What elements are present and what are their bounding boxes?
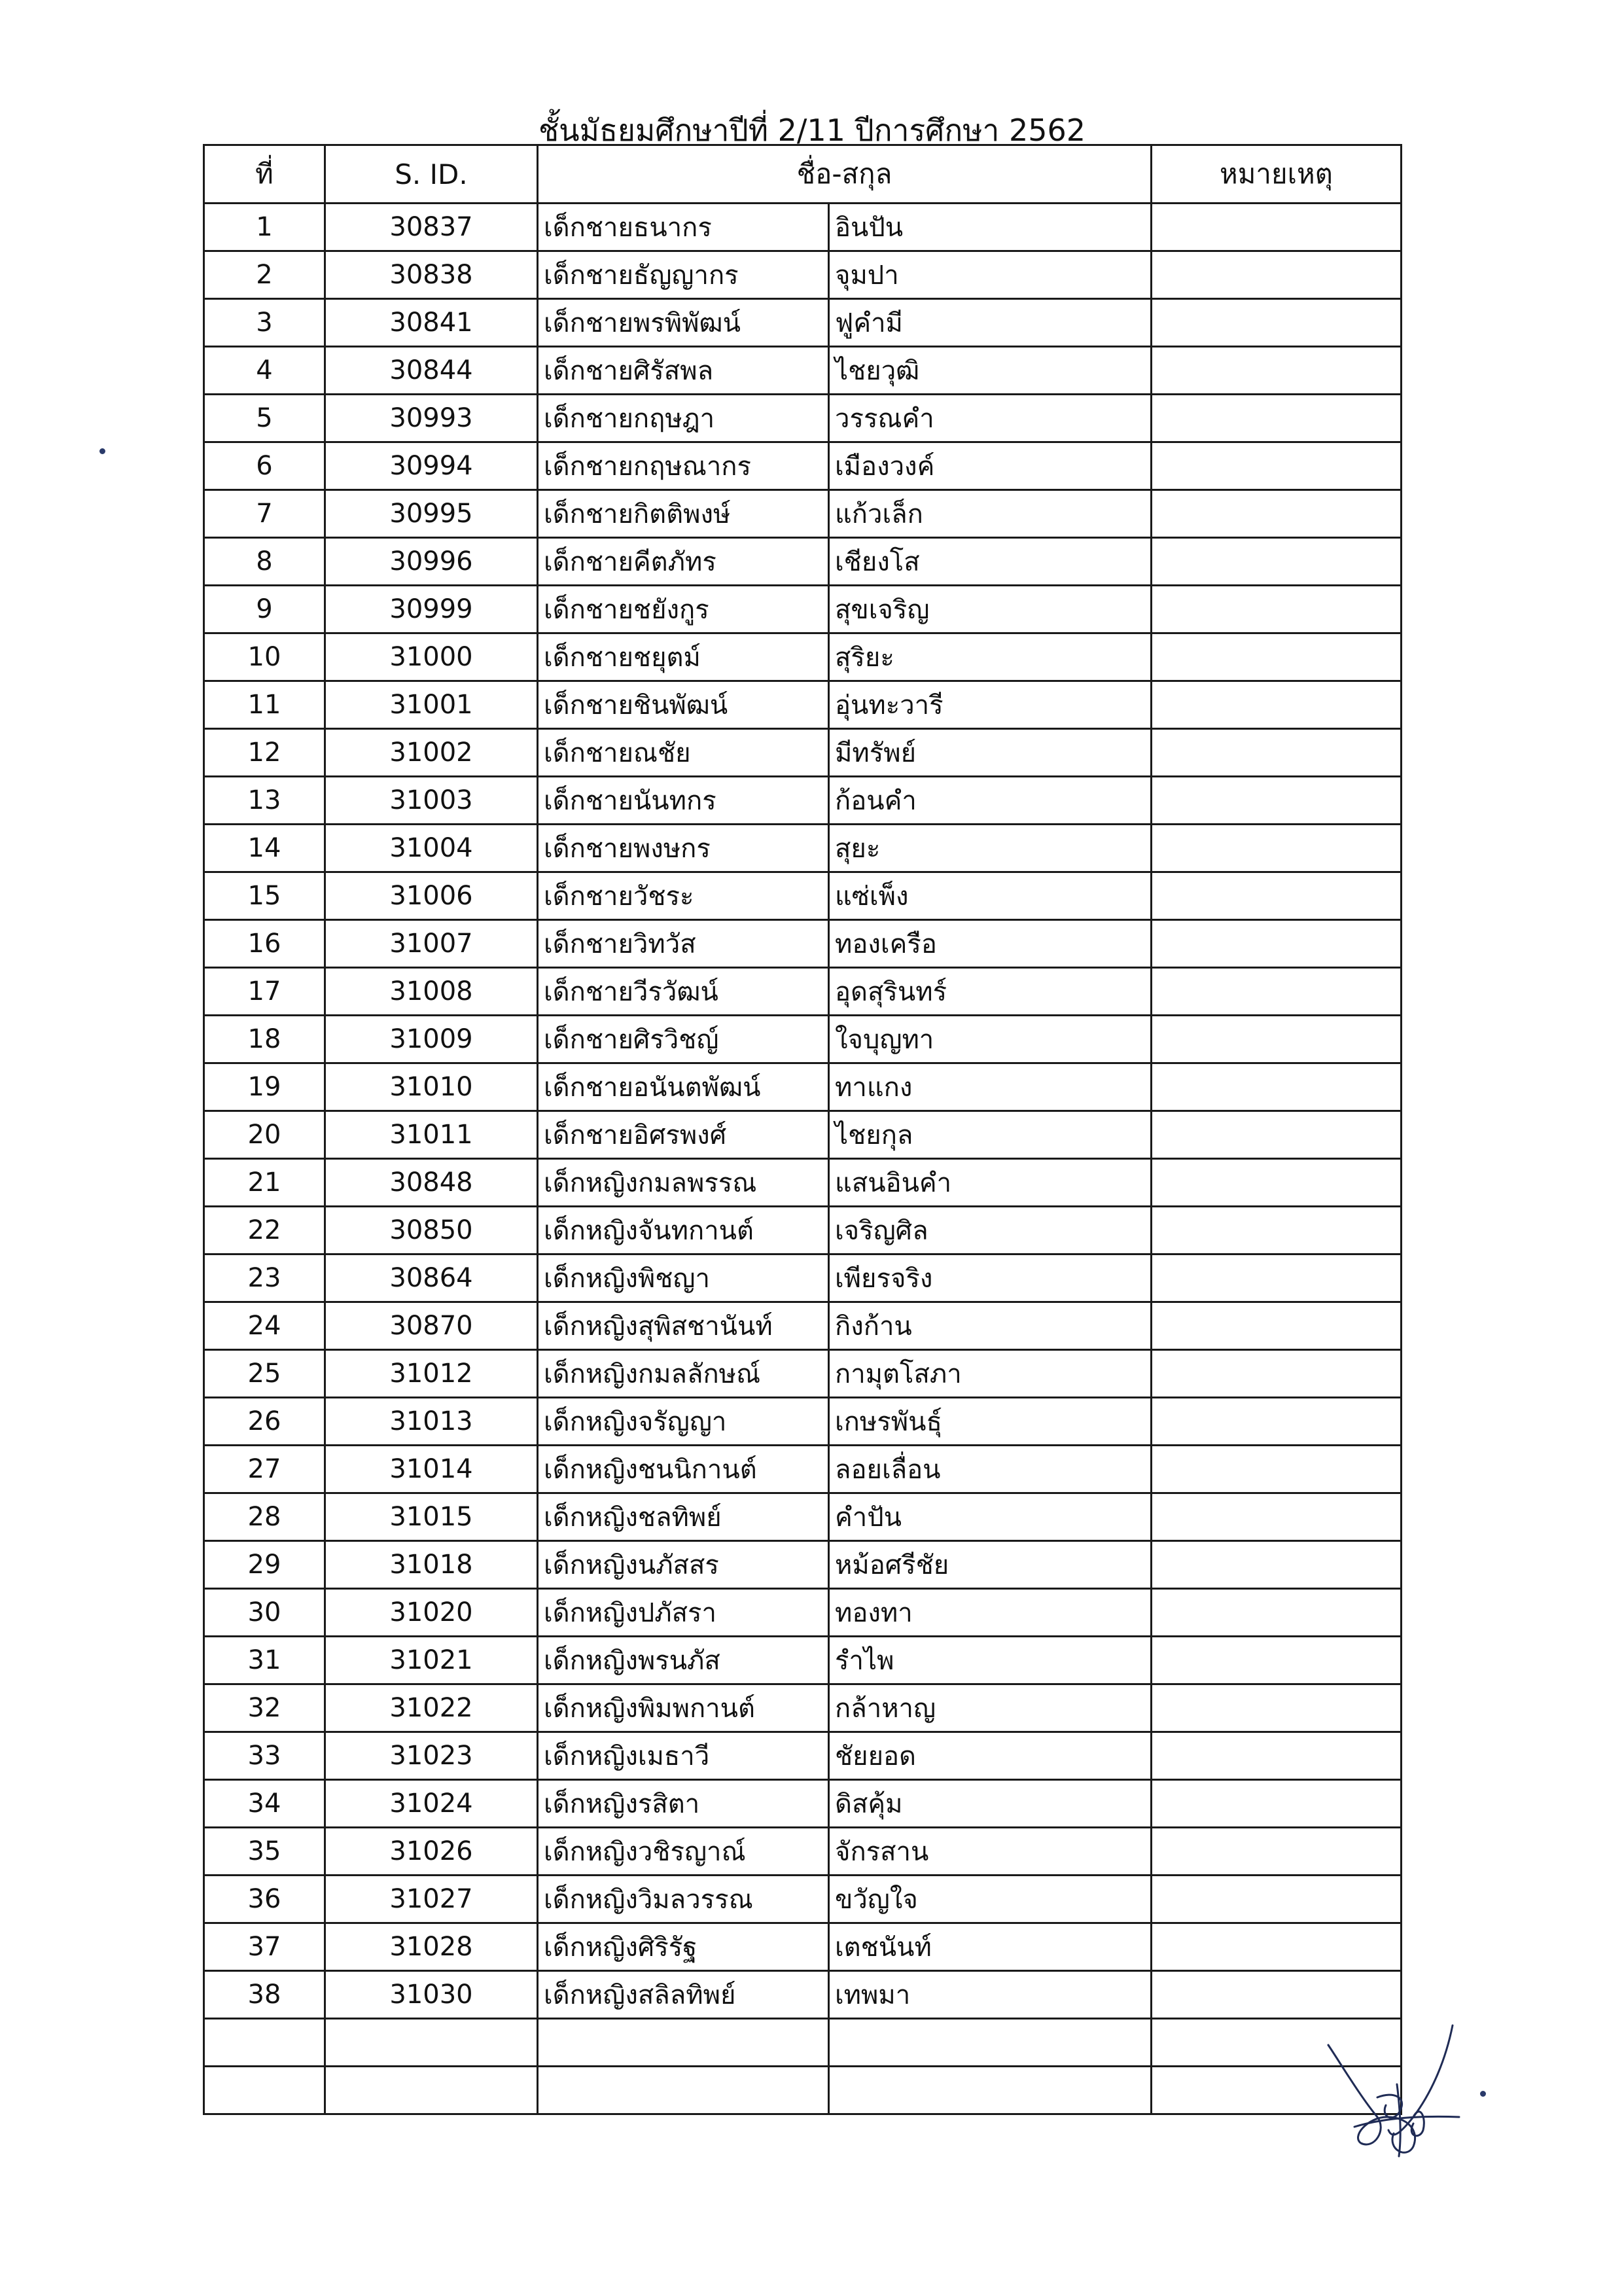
student-first-name: เด็กชายอนันตพัฒน์ — [538, 1063, 829, 1111]
student-roster-table — [203, 144, 1402, 2115]
student-id: 31027 — [325, 1876, 538, 1923]
table-row — [204, 299, 1402, 347]
table-row — [204, 681, 1402, 729]
row-number: 6 — [204, 442, 325, 490]
student-last-name: เกษรพันธุ์ — [829, 1398, 1152, 1446]
table-row — [204, 251, 1402, 299]
row-number: 12 — [204, 729, 325, 777]
remark-cell — [1152, 1637, 1402, 1684]
remark-cell — [1152, 920, 1402, 968]
table-row — [204, 1876, 1402, 1923]
student-id: 31014 — [325, 1446, 538, 1493]
remark-cell — [1152, 1159, 1402, 1207]
student-last-name: ชัยยอด — [829, 1732, 1152, 1780]
student-last-name: ไชยกุล — [829, 1111, 1152, 1159]
student-last-name: ก้อนคำ — [829, 777, 1152, 825]
student-first-name: เด็กชายธัญญากร — [538, 251, 829, 299]
row-number: 32 — [204, 1684, 325, 1732]
remark-cell — [1152, 1684, 1402, 1732]
student-id: 30864 — [325, 1254, 538, 1302]
student-last-name: ลอยเลื่อน — [829, 1446, 1152, 1493]
table-row — [204, 1589, 1402, 1637]
student-last-name: กามุตโสภา — [829, 1350, 1152, 1398]
row-number: 1 — [204, 204, 325, 251]
student-first-name: เด็กชายคีตภัทร — [538, 538, 829, 586]
student-id: 31021 — [325, 1637, 538, 1684]
table-row — [204, 1207, 1402, 1254]
remark-cell — [1152, 729, 1402, 777]
table-row — [204, 1541, 1402, 1589]
table-row — [204, 1684, 1402, 1732]
student-id: 30844 — [325, 347, 538, 395]
student-first-name: เด็กชายธนากร — [538, 204, 829, 251]
student-id: 30848 — [325, 1159, 538, 1207]
header-full-name: ชื่อ-สกุล — [538, 145, 1152, 204]
row-number: 34 — [204, 1780, 325, 1828]
remark-cell — [1152, 1016, 1402, 1063]
student-first-name: เด็กชายพรพิพัฒน์ — [538, 299, 829, 347]
student-first-name: เด็กชายศิรัสพล — [538, 347, 829, 395]
row-number: 36 — [204, 1876, 325, 1923]
student-first-name: เด็กชายชยุตม์ — [538, 633, 829, 681]
remark-cell — [1152, 1254, 1402, 1302]
student-last-name: สุยะ — [829, 825, 1152, 872]
row-number: 25 — [204, 1350, 325, 1398]
remark-cell — [1152, 1541, 1402, 1589]
remark-cell — [1152, 204, 1402, 251]
student-first-name: เด็กหญิงวิมลวรรณ — [538, 1876, 829, 1923]
student-last-name: สุขเจริญ — [829, 586, 1152, 633]
remark-cell — [1152, 681, 1402, 729]
student-id: 31018 — [325, 1541, 538, 1589]
remark-cell — [1152, 633, 1402, 681]
student-last-name: เชียงโส — [829, 538, 1152, 586]
row-number: 30 — [204, 1589, 325, 1637]
student-first-name: เด็กหญิงพรนภัส — [538, 1637, 829, 1684]
table-body — [204, 204, 1402, 2114]
table-row — [204, 872, 1402, 920]
row-number: 4 — [204, 347, 325, 395]
row-number: 26 — [204, 1398, 325, 1446]
student-last-name: ทาแกง — [829, 1063, 1152, 1111]
table-row — [204, 1302, 1402, 1350]
student-first-name: เด็กหญิงสลิลทิพย์ — [538, 1971, 829, 2019]
row-number: 24 — [204, 1302, 325, 1350]
row-number: 22 — [204, 1207, 325, 1254]
remark-cell — [1152, 1876, 1402, 1923]
remark-cell — [1152, 1971, 1402, 2019]
student-last-name: แสนอินคำ — [829, 1159, 1152, 1207]
student-last-name: อุ่นทะวารี — [829, 681, 1152, 729]
remark-cell — [1152, 1493, 1402, 1541]
student-last-name: แซ่เพ็ง — [829, 872, 1152, 920]
student-first-name: เด็กชายณชัย — [538, 729, 829, 777]
student-id: 31001 — [325, 681, 538, 729]
remark-cell — [1152, 1923, 1402, 1971]
row-number: 19 — [204, 1063, 325, 1111]
student-first-name: เด็กหญิงรสิตา — [538, 1780, 829, 1828]
row-number: 11 — [204, 681, 325, 729]
student-id: 31011 — [325, 1111, 538, 1159]
student-id: 31004 — [325, 825, 538, 872]
row-number: 13 — [204, 777, 325, 825]
row-number: 38 — [204, 1971, 325, 2019]
student-first-name: เด็กชายศิรวิชญ์ — [538, 1016, 829, 1063]
student-last-name: เมืองวงค์ — [829, 442, 1152, 490]
student-id: 30850 — [325, 1207, 538, 1254]
student-first-name — [538, 2067, 829, 2114]
table-row — [204, 1780, 1402, 1828]
student-first-name: เด็กหญิงพิมพกานต์ — [538, 1684, 829, 1732]
student-id: 31000 — [325, 633, 538, 681]
remark-cell — [1152, 586, 1402, 633]
student-first-name: เด็กชายกิตติพงษ์ — [538, 490, 829, 538]
student-last-name: เตชนันท์ — [829, 1923, 1152, 1971]
student-id: 31024 — [325, 1780, 538, 1828]
row-number: 29 — [204, 1541, 325, 1589]
student-id: 30837 — [325, 204, 538, 251]
table-row — [204, 1063, 1402, 1111]
student-id — [325, 2067, 538, 2114]
student-last-name — [829, 2019, 1152, 2067]
student-last-name: วรรณคำ — [829, 395, 1152, 442]
student-first-name: เด็กชายกฤษฎา — [538, 395, 829, 442]
student-id: 30993 — [325, 395, 538, 442]
table-row — [204, 1493, 1402, 1541]
table-row — [204, 442, 1402, 490]
student-last-name: อินปัน — [829, 204, 1152, 251]
student-id: 31030 — [325, 1971, 538, 2019]
remark-cell — [1152, 1207, 1402, 1254]
student-first-name — [538, 2019, 829, 2067]
student-id: 31002 — [325, 729, 538, 777]
student-last-name: ดิสคุ้ม — [829, 1780, 1152, 1828]
row-number — [204, 2067, 325, 2114]
remark-cell — [1152, 968, 1402, 1016]
row-number: 31 — [204, 1637, 325, 1684]
row-number: 10 — [204, 633, 325, 681]
table-row — [204, 633, 1402, 681]
table-row — [204, 538, 1402, 586]
row-number: 18 — [204, 1016, 325, 1063]
student-first-name: เด็กหญิงชลทิพย์ — [538, 1493, 829, 1541]
student-first-name: เด็กหญิงพิชญา — [538, 1254, 829, 1302]
row-number: 21 — [204, 1159, 325, 1207]
student-id: 31020 — [325, 1589, 538, 1637]
remark-cell — [1152, 1446, 1402, 1493]
table-row — [204, 1111, 1402, 1159]
student-id: 30838 — [325, 251, 538, 299]
student-first-name: เด็กหญิงจันทกานต์ — [538, 1207, 829, 1254]
table-row — [204, 777, 1402, 825]
row-number: 3 — [204, 299, 325, 347]
row-number: 2 — [204, 251, 325, 299]
student-first-name: เด็กชายวัชระ — [538, 872, 829, 920]
table-row — [204, 1971, 1402, 2019]
student-id: 31010 — [325, 1063, 538, 1111]
remark-cell — [1152, 347, 1402, 395]
table-row — [204, 204, 1402, 251]
table-row — [204, 1446, 1402, 1493]
student-last-name: จุมปา — [829, 251, 1152, 299]
table-row — [204, 1828, 1402, 1876]
remark-cell — [1152, 538, 1402, 586]
student-last-name: ขวัญใจ — [829, 1876, 1152, 1923]
student-first-name: เด็กชายชินพัฒน์ — [538, 681, 829, 729]
table-row — [204, 2019, 1402, 2067]
student-id — [325, 2019, 538, 2067]
student-last-name: แก้วเล็ก — [829, 490, 1152, 538]
table-row — [204, 1637, 1402, 1684]
student-id: 31012 — [325, 1350, 538, 1398]
student-first-name: เด็กชายพงษกร — [538, 825, 829, 872]
row-number: 17 — [204, 968, 325, 1016]
row-number: 35 — [204, 1828, 325, 1876]
remark-cell — [1152, 825, 1402, 872]
header-number: ที่ — [204, 145, 325, 204]
remark-cell — [1152, 1111, 1402, 1159]
remark-cell — [1152, 299, 1402, 347]
table-row — [204, 1732, 1402, 1780]
student-last-name: หม้อศรีชัย — [829, 1541, 1152, 1589]
student-first-name: เด็กหญิงจรัญญา — [538, 1398, 829, 1446]
remark-cell — [1152, 442, 1402, 490]
student-id: 30994 — [325, 442, 538, 490]
signature-icon — [1315, 2019, 1466, 2169]
student-last-name: มีทรัพย์ — [829, 729, 1152, 777]
table-row — [204, 1159, 1402, 1207]
student-last-name: เจริญศิล — [829, 1207, 1152, 1254]
student-id: 31028 — [325, 1923, 538, 1971]
scan-speck — [99, 448, 105, 454]
student-last-name: รำไพ — [829, 1637, 1152, 1684]
student-id: 31026 — [325, 1828, 538, 1876]
header-remark: หมายเหตุ — [1152, 145, 1402, 204]
row-number: 14 — [204, 825, 325, 872]
row-number: 23 — [204, 1254, 325, 1302]
row-number: 8 — [204, 538, 325, 586]
student-id: 30996 — [325, 538, 538, 586]
student-last-name: กล้าหาญ — [829, 1684, 1152, 1732]
remark-cell — [1152, 1732, 1402, 1780]
table-row — [204, 347, 1402, 395]
student-first-name: เด็กชายวิทวัส — [538, 920, 829, 968]
remark-cell — [1152, 1350, 1402, 1398]
student-first-name: เด็กหญิงวชิรญาณ์ — [538, 1828, 829, 1876]
row-number: 15 — [204, 872, 325, 920]
row-number: 37 — [204, 1923, 325, 1971]
student-first-name: เด็กหญิงชนนิกานต์ — [538, 1446, 829, 1493]
table-row — [204, 586, 1402, 633]
student-id: 31015 — [325, 1493, 538, 1541]
remark-cell — [1152, 1063, 1402, 1111]
row-number: 7 — [204, 490, 325, 538]
table-header-row — [204, 145, 1402, 204]
table-row — [204, 490, 1402, 538]
student-last-name: ไชยวุฒิ — [829, 347, 1152, 395]
student-first-name: เด็กหญิงนภัสสร — [538, 1541, 829, 1589]
student-last-name: จักรสาน — [829, 1828, 1152, 1876]
student-last-name: ใจบุญทา — [829, 1016, 1152, 1063]
student-first-name: เด็กชายนันทกร — [538, 777, 829, 825]
remark-cell — [1152, 251, 1402, 299]
row-number: 5 — [204, 395, 325, 442]
student-last-name — [829, 2067, 1152, 2114]
student-last-name: ทองทา — [829, 1589, 1152, 1637]
student-last-name: อุดสุรินทร์ — [829, 968, 1152, 1016]
remark-cell — [1152, 490, 1402, 538]
student-id: 30870 — [325, 1302, 538, 1350]
row-number: 9 — [204, 586, 325, 633]
table-row — [204, 1923, 1402, 1971]
row-number: 33 — [204, 1732, 325, 1780]
student-first-name: เด็กชายกฤษณากร — [538, 442, 829, 490]
remark-cell — [1152, 1589, 1402, 1637]
row-number: 20 — [204, 1111, 325, 1159]
student-last-name: เทพมา — [829, 1971, 1152, 2019]
table-row — [204, 1398, 1402, 1446]
student-first-name: เด็กชายชยังกูร — [538, 586, 829, 633]
student-first-name: เด็กชายอิศรพงศ์ — [538, 1111, 829, 1159]
student-first-name: เด็กหญิงเมธาวี — [538, 1732, 829, 1780]
table-row — [204, 920, 1402, 968]
student-id: 31008 — [325, 968, 538, 1016]
student-id: 31006 — [325, 872, 538, 920]
table-row — [204, 825, 1402, 872]
row-number — [204, 2019, 325, 2067]
remark-cell — [1152, 872, 1402, 920]
remark-cell — [1152, 1398, 1402, 1446]
student-id: 31009 — [325, 1016, 538, 1063]
student-id: 31013 — [325, 1398, 538, 1446]
student-id: 31022 — [325, 1684, 538, 1732]
student-id: 31003 — [325, 777, 538, 825]
student-first-name: เด็กหญิงศิริรัฐ — [538, 1923, 829, 1971]
student-first-name: เด็กหญิงกมลพรรณ — [538, 1159, 829, 1207]
student-last-name: ทองเครือ — [829, 920, 1152, 968]
remark-cell — [1152, 1780, 1402, 1828]
student-first-name: เด็กหญิงปภัสรา — [538, 1589, 829, 1637]
student-id: 30841 — [325, 299, 538, 347]
student-last-name: กิงก้าน — [829, 1302, 1152, 1350]
student-last-name: สุริยะ — [829, 633, 1152, 681]
table-row — [204, 968, 1402, 1016]
student-first-name: เด็กชายวีรวัฒน์ — [538, 968, 829, 1016]
student-first-name: เด็กหญิงสุพิสชานันท์ — [538, 1302, 829, 1350]
student-last-name: เพียรจริง — [829, 1254, 1152, 1302]
student-first-name: เด็กหญิงกมลลักษณ์ — [538, 1350, 829, 1398]
remark-cell — [1152, 395, 1402, 442]
student-id: 30999 — [325, 586, 538, 633]
student-last-name: คำปัน — [829, 1493, 1152, 1541]
header-student-id: S. ID. — [325, 145, 538, 204]
student-last-name: ฟูคำมี — [829, 299, 1152, 347]
page-title: ชั้นมัธยมศึกษาปีที่ 2/11 ปีการศึกษา 2562 — [538, 112, 1086, 148]
table-row — [204, 1016, 1402, 1063]
remark-cell — [1152, 777, 1402, 825]
remark-cell — [1152, 1302, 1402, 1350]
table-row — [204, 395, 1402, 442]
row-number: 27 — [204, 1446, 325, 1493]
scan-speck — [1480, 2091, 1486, 2097]
remark-cell — [1152, 1828, 1402, 1876]
row-number: 16 — [204, 920, 325, 968]
table-row — [204, 1254, 1402, 1302]
table-row — [204, 1350, 1402, 1398]
table-row — [204, 2067, 1402, 2114]
student-id: 31023 — [325, 1732, 538, 1780]
student-id: 30995 — [325, 490, 538, 538]
row-number: 28 — [204, 1493, 325, 1541]
student-id: 31007 — [325, 920, 538, 968]
table-row — [204, 729, 1402, 777]
